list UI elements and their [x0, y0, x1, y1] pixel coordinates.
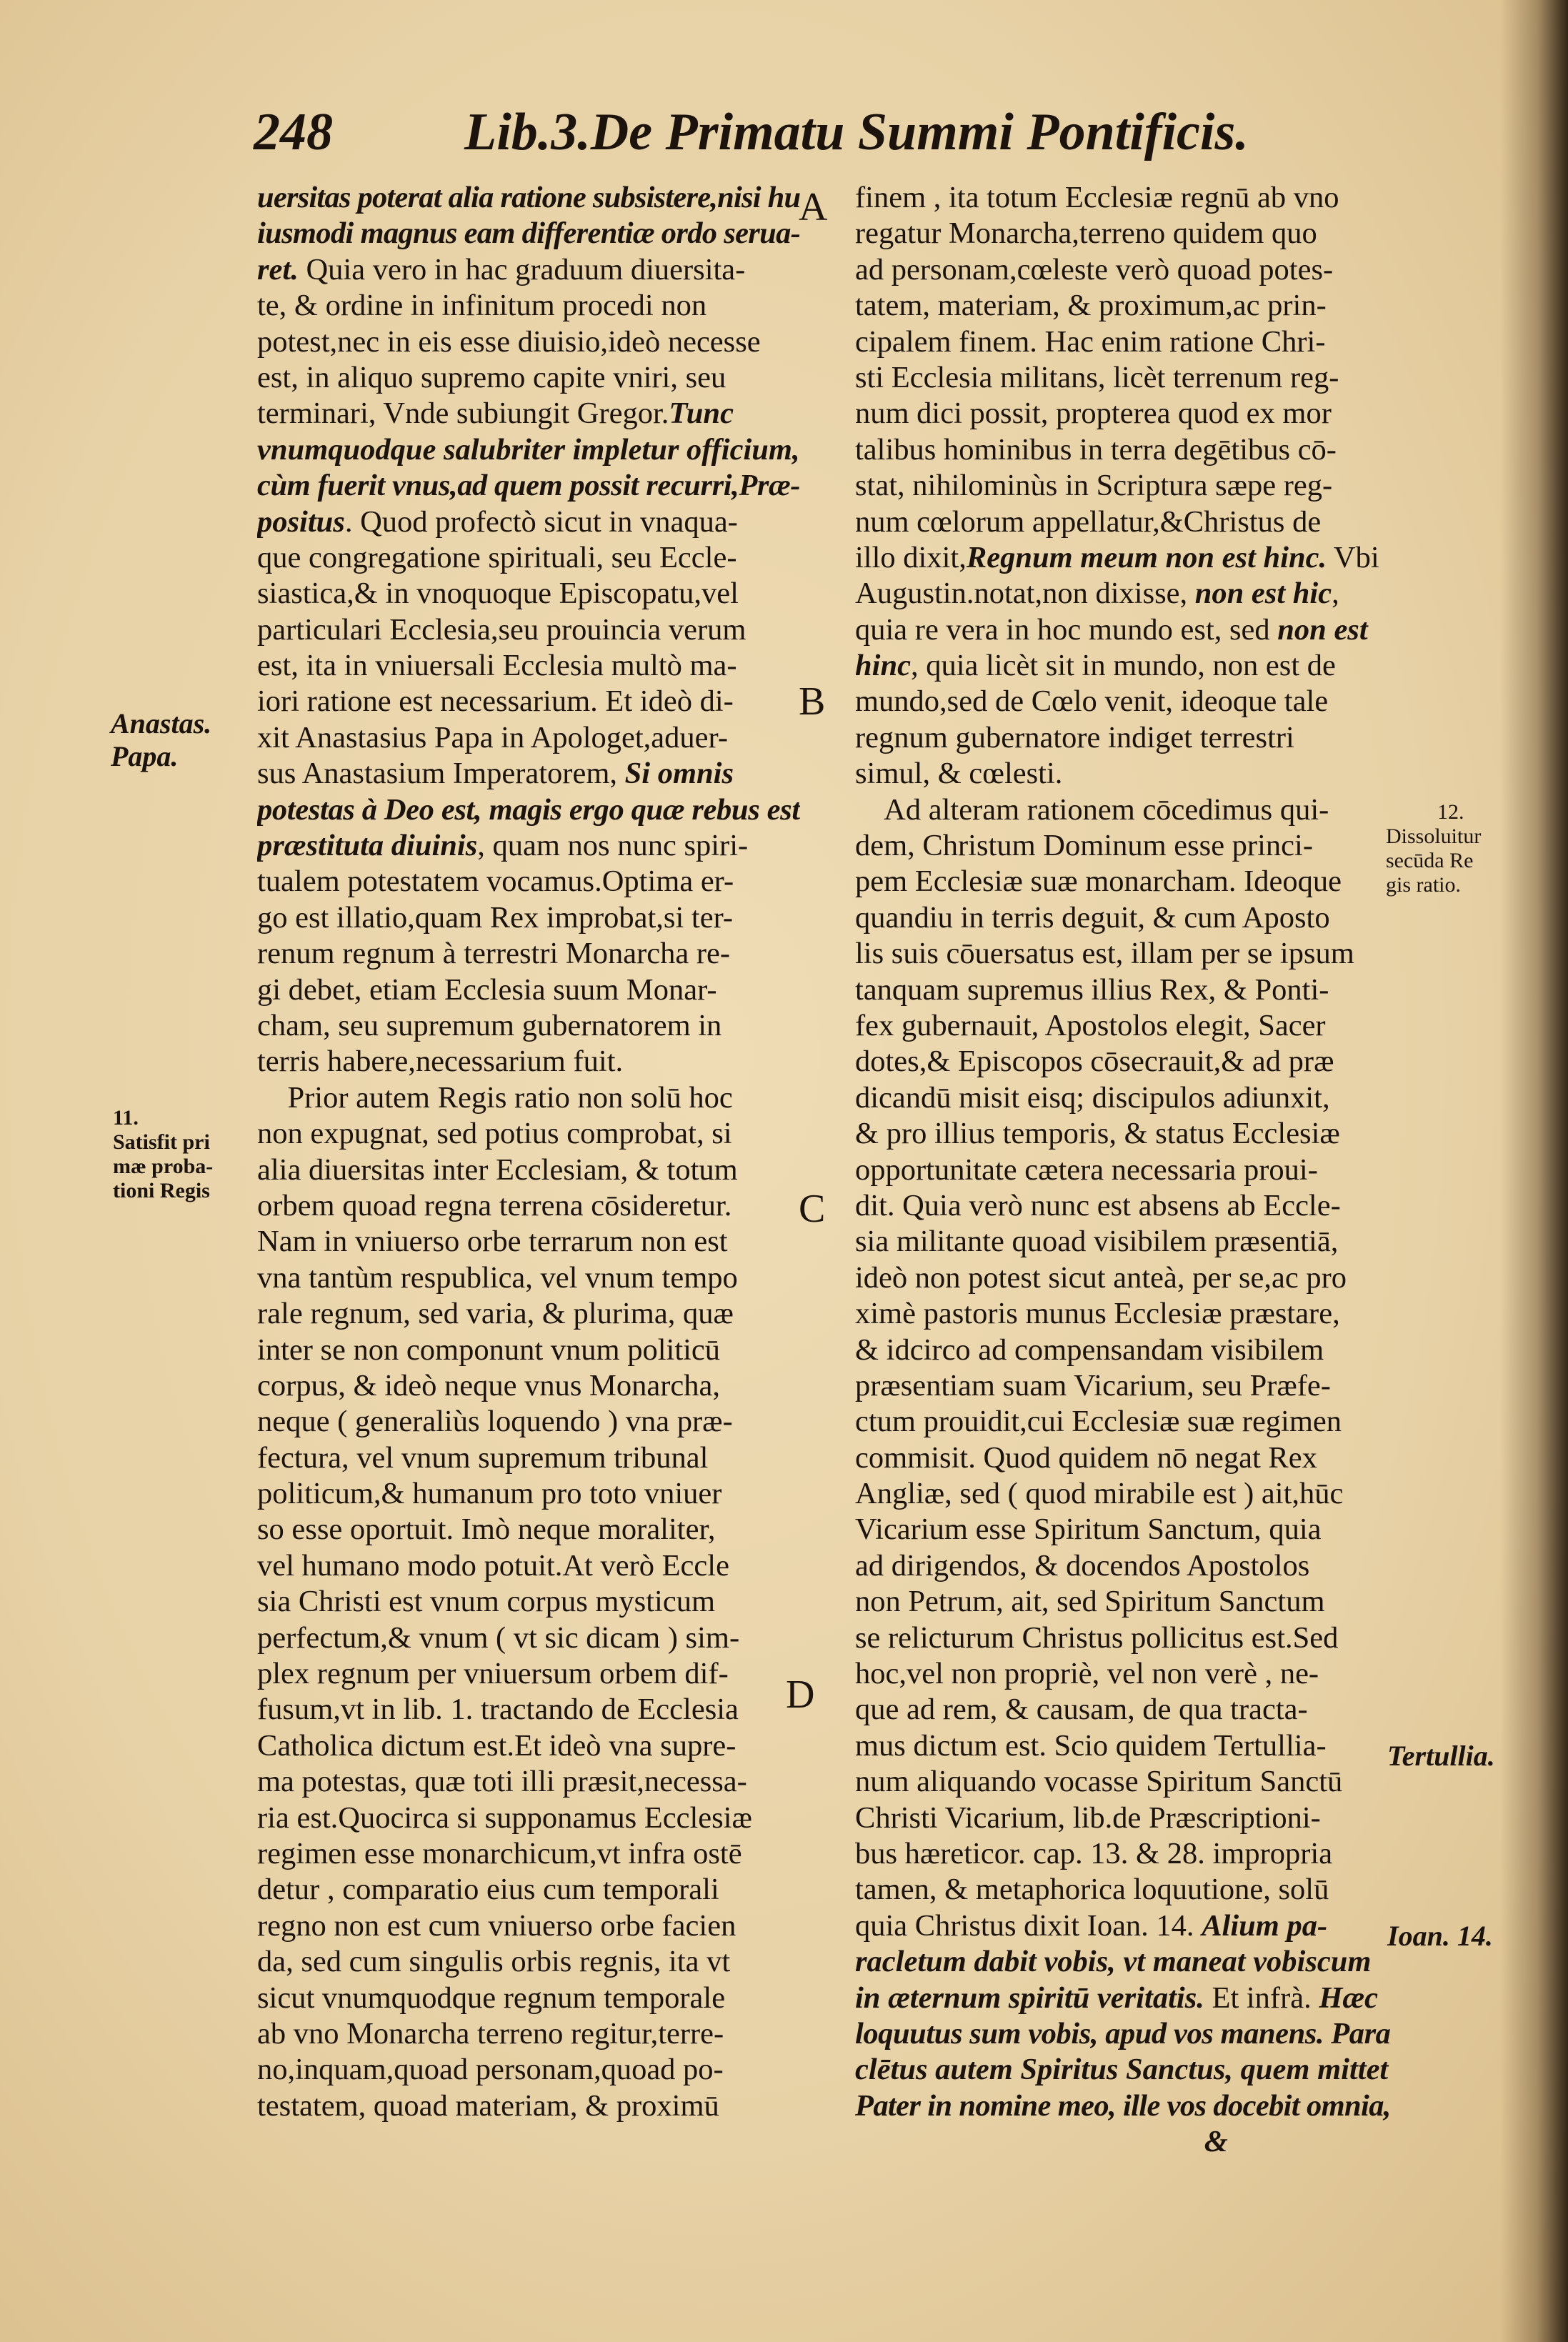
text-line	[257, 360, 800, 396]
text-line	[257, 1620, 800, 1656]
italic-text-run: Alium pa-	[1202, 1908, 1328, 1943]
text-run: sus Anastasium Imperatorem,	[257, 757, 625, 791]
text-run: se relicturum Christus pollicitus est.Sed	[855, 1620, 1339, 1655]
text-run: lis suis cōuersatus est, illam per se ipsum	[855, 937, 1354, 971]
text-line	[257, 432, 800, 468]
text-line	[855, 1944, 1391, 1980]
text-run: rale regnum, sed varia, & plurima, quæ	[257, 1297, 734, 1331]
text-run: quia Christus dixit Ioan. 14.	[855, 1908, 1202, 1943]
text-line	[855, 2088, 1391, 2124]
text-run: regnum gubernatore indiget terrestri	[855, 720, 1294, 754]
text-line	[855, 1764, 1391, 1800]
text-run: Prior autem Regis ratio non solū hoc	[257, 1080, 733, 1115]
text-line	[257, 216, 800, 251]
text-run: da, sed cum singulis orbis regnis, ita vt	[257, 1945, 731, 1979]
text-run: opportunitate cætera necessaria proui-	[855, 1152, 1318, 1187]
margin-note-line: Papa.	[111, 740, 179, 772]
italic-text-run: Regnum meum non est hinc.	[966, 540, 1327, 574]
text-line	[855, 1152, 1391, 1188]
text-run: ab vno Monarcha terreno regitur,terre-	[257, 2016, 724, 2051]
text-line	[257, 576, 800, 612]
text-run: Et infrà.	[1204, 1980, 1319, 2015]
text-run: & idcirco ad compensandam visibilem	[855, 1332, 1324, 1367]
text-line	[855, 720, 1391, 756]
text-run: bus hæreticor. cap. 13. & 28. impropria	[855, 1836, 1333, 1870]
text-line	[855, 288, 1391, 324]
italic-text-run: iusmodi magnus eam differentiæ ordo serua-	[257, 216, 800, 251]
text-run: Vicarium esse Spiritum Sanctum, quia	[855, 1513, 1322, 1547]
text-run: plex regnum per vniuersum orbem dif-	[257, 1657, 729, 1691]
text-run: potest,nec in eis esse diuisio,ideò necesse	[257, 324, 761, 359]
italic-text-run: positus	[257, 504, 345, 539]
text-run: finem , ita totum Ecclesiæ regnū ab vno	[855, 181, 1339, 214]
text-line	[257, 1548, 800, 1584]
text-run: Catholica dictum est.Et ideò vna supre-	[257, 1728, 736, 1763]
text-line	[855, 828, 1391, 864]
text-line	[257, 900, 800, 936]
text-run: talibus hominibus in terra degētibus cō-	[855, 432, 1337, 467]
text-run: præsentiam suam Vicarium, seu Præfe-	[855, 1368, 1331, 1402]
text-line	[257, 180, 800, 216]
italic-text-run: &	[855, 2125, 1228, 2159]
text-line	[855, 1440, 1391, 1476]
text-line	[257, 1332, 800, 1368]
text-line	[257, 612, 800, 648]
text-line	[855, 1368, 1391, 1404]
text-line	[855, 756, 1391, 792]
text-run: Christi Vicarium, lib.de Præscriptioni-	[855, 1800, 1321, 1835]
text-run: detur , comparatio eius cum temporali	[257, 1873, 719, 1907]
text-line	[257, 1080, 800, 1116]
text-run: num aliquando vocasse Spiritum Sanctū	[855, 1765, 1343, 1799]
text-line	[855, 1548, 1391, 1584]
text-line	[855, 1512, 1391, 1548]
text-run: non expugnat, sed potius comprobat, si	[257, 1117, 732, 1151]
text-line	[257, 1728, 800, 1764]
text-line	[855, 180, 1391, 216]
text-line	[257, 2052, 800, 2088]
text-line	[855, 252, 1391, 288]
text-line	[257, 1404, 800, 1440]
margin-note-ioan	[1387, 1920, 1493, 1953]
text-run: , quam nos nunc spiri-	[477, 829, 749, 863]
text-run: particulari Ecclesia,seu prouincia verum	[257, 612, 746, 647]
text-run: vel humano modo potuit.At verò Eccle	[257, 1548, 729, 1583]
text-line	[257, 648, 800, 684]
text-line	[855, 324, 1391, 360]
section-letter-c: C	[799, 1187, 826, 1231]
italic-text-run: non est hic	[1194, 577, 1332, 611]
text-line	[257, 1692, 800, 1728]
text-run: ad dirigendos, & docendos Apostolos	[855, 1548, 1310, 1583]
text-run: & pro illius temporis, & status Ecclesiæ	[855, 1117, 1340, 1151]
running-title: Lib.3.De Primatu Summi Pontificis.	[464, 103, 1249, 161]
text-line	[855, 216, 1391, 251]
text-line	[257, 756, 800, 792]
text-run: . Quod profectò sicut in vnaqua-	[344, 504, 738, 539]
text-run: mundo,sed de Cœlo venit, ideoque tale	[855, 684, 1329, 719]
text-line	[257, 1008, 800, 1044]
text-run: perfectum,& vnum ( vt sic dicam ) sim-	[257, 1620, 740, 1655]
text-line	[257, 2016, 800, 2052]
text-run: Ad alteram rationem cōcedimus qui-	[855, 792, 1329, 827]
italic-text-run: uersitas poterat alia ratione subsistere,nisi hu	[257, 181, 800, 214]
text-run: dem, Christum Dominum esse princi-	[855, 829, 1313, 863]
text-line	[855, 1692, 1391, 1728]
italic-text-run: Tunc	[669, 397, 734, 431]
italic-text-run: clētus autem Spiritus Sanctus, quem mittet	[855, 2053, 1389, 2087]
text-line	[855, 1296, 1391, 1332]
text-run: renum regnum à terrestri Monarcha re-	[257, 937, 730, 971]
text-line	[855, 396, 1391, 432]
text-line	[855, 1728, 1391, 1764]
text-run: simul, & cœlesti.	[855, 757, 1063, 791]
text-line	[855, 1476, 1391, 1512]
text-line	[257, 504, 800, 540]
text-line	[257, 684, 800, 719]
margin-note-line: tioni Regis	[113, 1179, 210, 1202]
margin-note-line: Satisfit pri	[113, 1130, 210, 1154]
text-line	[257, 2088, 800, 2124]
margin-note-line: Dissoluitur	[1386, 824, 1482, 848]
text-run: tatem, materiam, & proximum,ac prin-	[855, 289, 1327, 323]
text-run: siastica,& in vnoquoque Episcopatu,vel	[257, 577, 739, 611]
text-line	[855, 1584, 1391, 1620]
right-text-column	[855, 180, 1391, 2160]
text-run: terminari, Vnde subiungit Gregor.	[257, 397, 669, 431]
text-run: dicandū misit eisq; discipulos adiunxit,	[855, 1080, 1330, 1115]
text-line	[257, 1440, 800, 1476]
text-run: ideò non potest sicut anteà, per se,ac pro	[855, 1260, 1347, 1295]
text-line	[257, 1044, 800, 1080]
left-text-column	[257, 180, 800, 2124]
text-run: neque ( generaliùs loquendo ) vna præ-	[257, 1405, 733, 1439]
text-line	[855, 1404, 1391, 1440]
italic-text-run: præstituta diuinis	[257, 829, 478, 863]
text-run: ximè pastoris munus Ecclesiæ præstare,	[855, 1297, 1340, 1331]
text-line	[257, 1872, 800, 1908]
text-line	[257, 1908, 800, 1944]
text-line	[257, 1656, 800, 1692]
italic-text-run: Pater in nomine meo, ille vos docebit omnia,	[855, 2088, 1391, 2123]
text-line	[257, 828, 800, 864]
text-run: stat, nihilominùs in Scriptura sæpe reg-	[855, 469, 1333, 503]
text-run: go est illatio,quam Rex improbat,si ter-	[257, 900, 734, 935]
italic-text-run: potestas à Deo est, magis ergo quæ rebus est	[257, 792, 800, 827]
text-run: commisit. Quod quidem nō negat Rex	[855, 1440, 1317, 1475]
margin-note-number: 12.	[1437, 800, 1464, 824]
section-letter-a: A	[799, 185, 828, 229]
text-run: tanquam supremus illius Rex, & Ponti-	[855, 972, 1329, 1007]
text-run: quia re vera in hoc mundo est, sed	[855, 612, 1278, 647]
text-run: inter se non componunt vnum politicū	[257, 1332, 721, 1367]
text-line	[257, 396, 800, 432]
text-line	[855, 1980, 1391, 2016]
text-line	[257, 468, 800, 504]
italic-text-run: in æternum spiritū veritatis.	[855, 1980, 1204, 2015]
text-run: sia Christi est vnum corpus mysticum	[257, 1585, 716, 1619]
text-run: Augustin.notat,non dixisse,	[855, 577, 1195, 611]
text-run: mus dictum est. Scio quidem Tertullia-	[855, 1728, 1327, 1763]
running-header	[254, 100, 1249, 164]
text-run: xit Anastasius Papa in Apologet,aduer-	[257, 720, 728, 754]
text-line	[855, 576, 1391, 612]
text-run: sicut vnumquodque regnum temporale	[257, 1980, 726, 2015]
text-line	[257, 324, 800, 360]
text-run: fectura, vel vnum supremum tribunal	[257, 1440, 709, 1475]
text-run: so esse oportuit. Imò neque moraliter,	[257, 1513, 716, 1547]
text-line	[855, 504, 1391, 540]
section-letter-b: B	[799, 679, 826, 724]
text-line	[257, 1764, 800, 1800]
text-line	[855, 900, 1391, 936]
text-run: cham, seu supremum gubernatorem in	[257, 1008, 722, 1042]
text-run: regimen esse monarchicum,vt infra ostē	[257, 1836, 742, 1870]
italic-text-run: cùm fuerit vnus,ad quem possit recurri,Præ-	[257, 469, 800, 503]
text-run: est, ita in vniuersali Ecclesia multò ma-	[257, 649, 737, 683]
text-line	[855, 468, 1391, 504]
text-run: , quia licèt sit in mundo, non est de	[910, 649, 1336, 683]
margin-note-line: gis ratio.	[1386, 873, 1461, 897]
text-run: cipalem finem. Hac enim ratione Chri-	[855, 324, 1326, 359]
text-run: sia militante quoad visibilem præsentiā,	[855, 1225, 1339, 1259]
text-run: testatem, quoad materiam, & proximū	[257, 2088, 719, 2123]
text-run: regatur Monarcha,terreno quidem quo	[855, 216, 1317, 251]
text-run: orbem quoad regna terrena cōsideretur.	[257, 1188, 732, 1222]
text-line	[855, 1872, 1391, 1908]
text-run: ria est.Quocirca si supponamus Ecclesiæ	[257, 1800, 752, 1835]
text-run: quandiu in terris deguit, & cum Aposto	[855, 900, 1330, 935]
text-run: Vbi	[1327, 540, 1379, 574]
text-line	[257, 1476, 800, 1512]
text-run: non Petrum, ait, sed Spiritum Sanctum	[855, 1585, 1325, 1619]
text-run: corpus, & ideò neque vnus Monarcha,	[257, 1368, 720, 1402]
text-line	[257, 1260, 800, 1296]
italic-text-run: racletum dabit vobis, vt maneat vobiscum	[855, 1945, 1372, 1979]
text-line	[257, 972, 800, 1008]
text-line	[855, 1332, 1391, 1368]
text-run: illo dixit,	[855, 540, 967, 574]
text-run: politicum,& humanum pro toto vniuer	[257, 1477, 722, 1511]
text-run: num dici possit, propterea quod ex mor	[855, 397, 1332, 431]
text-run: no,inquam,quoad personam,quoad po-	[257, 2053, 724, 2087]
margin-note-line: Ioan. 14.	[1387, 1920, 1493, 1952]
text-line	[855, 2016, 1391, 2052]
text-run: fex gubernauit, Apostolos elegit, Sacer	[855, 1008, 1326, 1042]
text-line	[257, 540, 800, 576]
section-letter-d: D	[786, 1673, 815, 1717]
text-line	[855, 1224, 1391, 1260]
page-number: 248	[254, 103, 333, 161]
text-line	[855, 936, 1391, 972]
text-line	[257, 864, 800, 900]
margin-note-number: 11.	[113, 1106, 139, 1130]
text-line	[855, 1080, 1391, 1116]
text-line	[855, 792, 1391, 828]
text-line	[855, 1620, 1391, 1656]
text-run: hoc,vel non propriè, vel non verè , ne-	[855, 1657, 1319, 1691]
text-line	[257, 252, 800, 288]
italic-text-run: Hæc	[1319, 1980, 1378, 2015]
italic-text-run: Si omnis	[624, 757, 734, 791]
text-run: te, & ordine in infinitum procedi non	[257, 289, 707, 323]
text-line	[257, 1800, 800, 1836]
text-line	[257, 1836, 800, 1872]
text-line	[257, 1368, 800, 1404]
margin-note-tertullian	[1387, 1740, 1495, 1773]
text-run: est, in aliquo supremo capite vniri, seu	[257, 360, 726, 394]
text-line	[257, 1584, 800, 1620]
text-run: dit. Quia verò nunc est absens ab Eccle-	[855, 1188, 1341, 1222]
margin-note-line: secūda Re	[1386, 849, 1474, 872]
text-run: Quia vero in hac graduum diuersita-	[298, 252, 746, 286]
text-run: sti Ecclesia militans, licèt terrenum reg-	[855, 360, 1339, 394]
text-line	[855, 1188, 1391, 1224]
text-line	[257, 1152, 800, 1188]
italic-text-run: non est	[1277, 612, 1368, 647]
margin-note-12	[1386, 800, 1481, 897]
text-line	[855, 1836, 1391, 1872]
text-run: fusum,vt in lib. 1. tractando de Ecclesia	[257, 1693, 739, 1727]
text-run: que congregatione spirituali, seu Eccle-	[257, 540, 737, 574]
text-line	[855, 864, 1391, 900]
text-run: iori ratione est necessarium. Et ideò di-	[257, 684, 734, 719]
text-line	[855, 2052, 1391, 2088]
text-run: ad personam,cœleste verò quoad potes-	[855, 252, 1334, 286]
text-line	[855, 2124, 1391, 2160]
margin-note-line: mæ proba-	[113, 1155, 214, 1178]
text-line	[257, 936, 800, 972]
text-line	[855, 432, 1391, 468]
text-run: regno non est cum vniuerso orbe facien	[257, 1908, 736, 1943]
binding-shadow	[1500, 0, 1568, 2342]
text-run: ,	[1332, 577, 1339, 611]
text-line	[855, 1044, 1391, 1080]
margin-note-line: Tertullia.	[1387, 1740, 1495, 1772]
text-run: ctum prouidit,cui Ecclesiæ suæ regimen	[855, 1405, 1342, 1439]
text-line	[855, 1908, 1391, 1944]
italic-text-run: hinc	[855, 649, 911, 683]
text-run: num cœlorum appellatur,&Christus de	[855, 504, 1322, 539]
text-line	[855, 1800, 1391, 1836]
text-line	[855, 648, 1391, 684]
text-line	[855, 1260, 1391, 1296]
text-line	[257, 1116, 800, 1152]
margin-note-anastasius	[111, 707, 211, 773]
margin-note-line: Anastas.	[111, 707, 212, 739]
text-run: Angliæ, sed ( quod mirabile est ) ait,hūc	[855, 1477, 1344, 1511]
text-line	[855, 360, 1391, 396]
text-line	[257, 792, 800, 828]
text-line	[855, 1656, 1391, 1692]
italic-text-run: vnumquodque salubriter impletur officium,	[257, 432, 800, 467]
text-run: tamen, & metaphorica loquutione, solū	[855, 1873, 1329, 1907]
text-line	[257, 1224, 800, 1260]
italic-text-run: loquutus sum vobis, apud vos manens. Para	[855, 2016, 1391, 2051]
text-run: dotes,& Episcopos cōsecrauit,& ad præ	[855, 1045, 1334, 1079]
text-line	[257, 1296, 800, 1332]
text-run: vna tantùm respublica, vel vnum tempo	[257, 1260, 738, 1295]
margin-note-11	[113, 1106, 213, 1203]
text-run: pem Ecclesiæ suæ monarcham. Ideoque	[855, 864, 1342, 899]
text-line	[257, 1980, 800, 2016]
text-run: terris habere,necessarium fuit.	[257, 1045, 624, 1079]
text-run: ma potestas, quæ toti illi præsit,necessa-	[257, 1765, 747, 1799]
text-line	[855, 540, 1391, 576]
text-line	[257, 720, 800, 756]
text-run: alia diuersitas inter Ecclesiam, & totum	[257, 1152, 738, 1187]
text-line	[855, 1116, 1391, 1152]
text-line	[257, 1944, 800, 1980]
text-run: tualem potestatem vocamus.Optima er-	[257, 864, 734, 899]
text-line	[855, 612, 1391, 648]
text-line	[855, 684, 1391, 719]
text-line	[257, 288, 800, 324]
text-line	[257, 1512, 800, 1548]
text-run: que ad rem, & causam, de qua tracta-	[855, 1693, 1308, 1727]
text-line	[855, 1008, 1391, 1044]
text-run: Nam in vniuerso orbe terrarum non est	[257, 1225, 728, 1259]
text-line	[855, 972, 1391, 1008]
text-line	[257, 1188, 800, 1224]
italic-text-run: ret.	[257, 252, 299, 286]
text-run: gi debet, etiam Ecclesia suum Monar-	[257, 972, 717, 1007]
